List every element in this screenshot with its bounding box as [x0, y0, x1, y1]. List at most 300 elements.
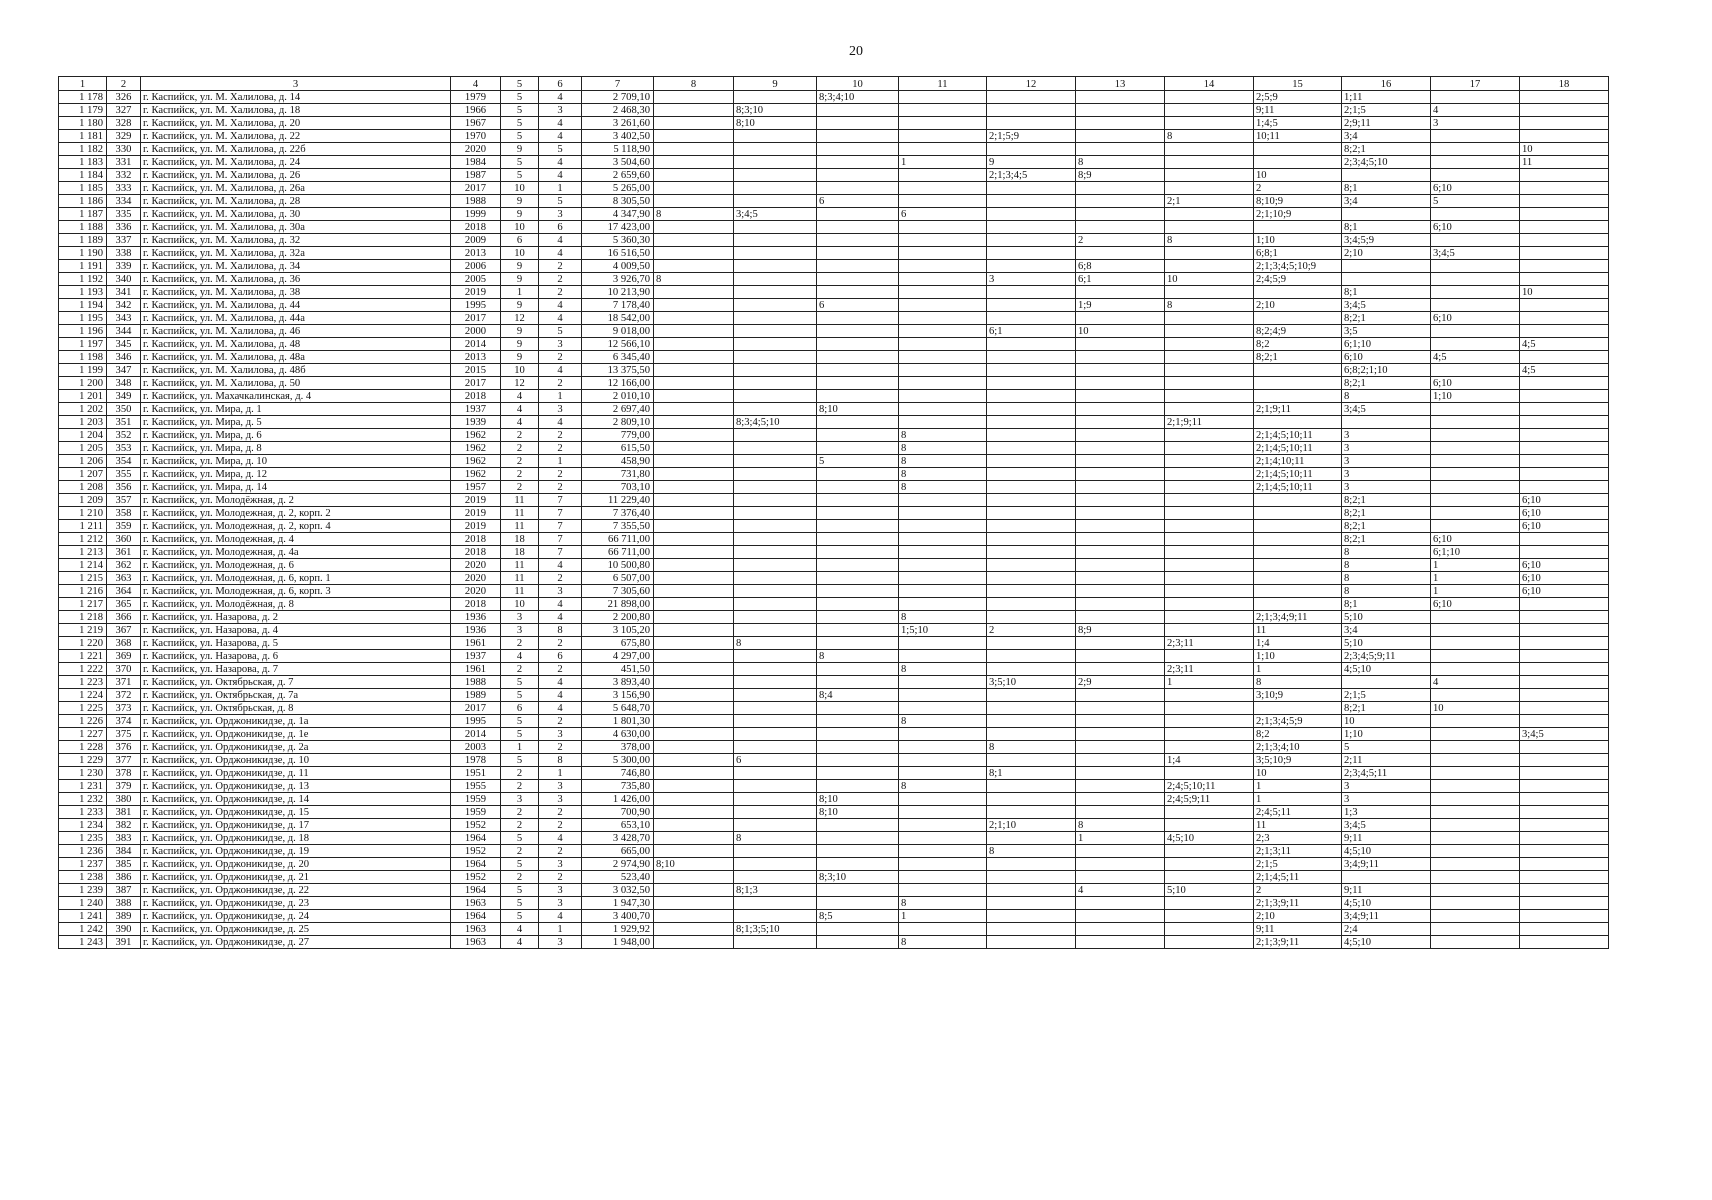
table-cell-col-11 — [899, 585, 987, 598]
table-row — [59, 598, 1609, 611]
table-cell-col-15: 2;10 — [1254, 299, 1342, 312]
table-cell-col-11 — [899, 871, 987, 884]
table-cell-col-3: г. Каспийск, ул. Орджоникидзе, д. 14 — [141, 793, 451, 806]
table-cell-col-1: 1 216 — [59, 585, 107, 598]
table-cell-col-9 — [734, 780, 817, 793]
table-cell-col-10 — [817, 494, 899, 507]
table-cell-col-2: 391 — [107, 936, 141, 949]
table-cell-col-9 — [734, 338, 817, 351]
table-cell-col-2: 357 — [107, 494, 141, 507]
table-cell-col-16: 8;1 — [1342, 182, 1431, 195]
table-cell-col-9 — [734, 650, 817, 663]
table-cell-col-12 — [987, 507, 1076, 520]
table-cell-col-2: 354 — [107, 455, 141, 468]
table-cell-col-5: 2 — [501, 637, 539, 650]
table-cell-col-12 — [987, 403, 1076, 416]
table-row — [59, 286, 1609, 299]
table-cell-col-18 — [1520, 104, 1609, 117]
table-cell-col-6: 2 — [539, 663, 582, 676]
table-cell-col-2: 344 — [107, 325, 141, 338]
table-cell-col-12 — [987, 546, 1076, 559]
table-cell-col-2: 351 — [107, 416, 141, 429]
table-cell-col-15: 9;11 — [1254, 923, 1342, 936]
table-cell-col-2: 345 — [107, 338, 141, 351]
table-cell-col-2: 326 — [107, 91, 141, 104]
table-cell-col-14 — [1165, 923, 1254, 936]
table-cell-col-12 — [987, 884, 1076, 897]
table-cell-col-15: 10;11 — [1254, 130, 1342, 143]
table-cell-col-1: 1 236 — [59, 845, 107, 858]
table-cell-col-9 — [734, 455, 817, 468]
table-cell-col-7: 5 648,70 — [582, 702, 654, 715]
table-cell-col-9: 3;4;5 — [734, 208, 817, 221]
table-cell-col-11: 8 — [899, 442, 987, 455]
table-cell-col-16: 6;8;2;1;10 — [1342, 364, 1431, 377]
table-cell-col-9 — [734, 351, 817, 364]
table-cell-col-10 — [817, 390, 899, 403]
table-cell-col-15 — [1254, 585, 1342, 598]
table-cell-col-18: 11 — [1520, 156, 1609, 169]
table-row — [59, 429, 1609, 442]
table-cell-col-11 — [899, 559, 987, 572]
table-cell-col-10: 8;3;4;10 — [817, 91, 899, 104]
table-cell-col-15: 10 — [1254, 169, 1342, 182]
table-cell-col-3: г. Каспийск, ул. М. Халилова, д. 20 — [141, 117, 451, 130]
table-row — [59, 364, 1609, 377]
table-cell-col-7: 378,00 — [582, 741, 654, 754]
table-cell-col-17 — [1431, 208, 1520, 221]
table-cell-col-12 — [987, 208, 1076, 221]
table-cell-col-16: 2;1;5 — [1342, 104, 1431, 117]
table-cell-col-8 — [654, 663, 734, 676]
table-cell-col-4: 1937 — [451, 403, 501, 416]
table-cell-col-5: 10 — [501, 364, 539, 377]
table-cell-col-5: 11 — [501, 507, 539, 520]
table-cell-col-10 — [817, 234, 899, 247]
table-cell-col-12 — [987, 286, 1076, 299]
table-cell-col-4: 1952 — [451, 819, 501, 832]
table-cell-col-2: 333 — [107, 182, 141, 195]
table-row — [59, 143, 1609, 156]
table-cell-col-15: 9;11 — [1254, 104, 1342, 117]
table-cell-col-14 — [1165, 390, 1254, 403]
table-cell-col-7: 1 947,30 — [582, 897, 654, 910]
table-cell-col-6: 4 — [539, 910, 582, 923]
table-cell-col-10 — [817, 637, 899, 650]
table-cell-col-15 — [1254, 546, 1342, 559]
table-cell-col-13 — [1076, 897, 1165, 910]
table-cell-col-14 — [1165, 91, 1254, 104]
table-cell-col-3: г. Каспийск, ул. Орджоникидзе, д. 17 — [141, 819, 451, 832]
table-cell-col-3: г. Каспийск, ул. Мира, д. 8 — [141, 442, 451, 455]
table-cell-col-14: 10 — [1165, 273, 1254, 286]
table-cell-col-4: 2020 — [451, 559, 501, 572]
table-cell-col-11 — [899, 247, 987, 260]
table-cell-col-6: 3 — [539, 780, 582, 793]
table-cell-col-9: 6 — [734, 754, 817, 767]
table-cell-col-7: 653,10 — [582, 819, 654, 832]
table-cell-col-13 — [1076, 533, 1165, 546]
table-cell-col-17 — [1431, 273, 1520, 286]
table-cell-col-14 — [1165, 403, 1254, 416]
table-cell-col-5: 9 — [501, 338, 539, 351]
table-cell-col-14 — [1165, 819, 1254, 832]
table-cell-col-18: 6;10 — [1520, 520, 1609, 533]
table-cell-col-1: 1 182 — [59, 143, 107, 156]
table-cell-col-8 — [654, 455, 734, 468]
table-row — [59, 715, 1609, 728]
table-cell-col-13 — [1076, 195, 1165, 208]
table-row — [59, 676, 1609, 689]
table-cell-col-10 — [817, 364, 899, 377]
table-cell-col-1: 1 209 — [59, 494, 107, 507]
table-row — [59, 520, 1609, 533]
table-cell-col-6: 2 — [539, 273, 582, 286]
table-cell-col-1: 1 228 — [59, 741, 107, 754]
table-cell-col-18 — [1520, 780, 1609, 793]
table-cell-col-17: 6;10 — [1431, 221, 1520, 234]
table-cell-col-9 — [734, 936, 817, 949]
table-cell-col-10 — [817, 559, 899, 572]
table-cell-col-14 — [1165, 871, 1254, 884]
table-cell-col-16: 1;10 — [1342, 728, 1431, 741]
table-row — [59, 559, 1609, 572]
table-cell-col-5: 11 — [501, 520, 539, 533]
table-row — [59, 260, 1609, 273]
table-cell-col-11 — [899, 130, 987, 143]
column-header-13: 13 — [1076, 77, 1165, 91]
table-cell-col-10 — [817, 936, 899, 949]
table-cell-col-2: 366 — [107, 611, 141, 624]
table-cell-col-6: 2 — [539, 715, 582, 728]
table-cell-col-16: 1;11 — [1342, 91, 1431, 104]
table-cell-col-12: 9 — [987, 156, 1076, 169]
table-cell-col-12 — [987, 143, 1076, 156]
table-cell-col-14 — [1165, 169, 1254, 182]
table-cell-col-15 — [1254, 702, 1342, 715]
table-cell-col-1: 1 217 — [59, 598, 107, 611]
table-cell-col-9 — [734, 728, 817, 741]
table-cell-col-7: 3 926,70 — [582, 273, 654, 286]
table-cell-col-6: 2 — [539, 806, 582, 819]
table-cell-col-11 — [899, 884, 987, 897]
table-cell-col-13 — [1076, 910, 1165, 923]
table-cell-col-18 — [1520, 182, 1609, 195]
column-header-1: 1 — [59, 77, 107, 91]
table-cell-col-5: 2 — [501, 468, 539, 481]
table-cell-col-6: 3 — [539, 897, 582, 910]
table-cell-col-15 — [1254, 312, 1342, 325]
table-cell-col-10 — [817, 819, 899, 832]
table-cell-col-7: 2 974,90 — [582, 858, 654, 871]
table-cell-col-7: 21 898,00 — [582, 598, 654, 611]
table-cell-col-5: 12 — [501, 377, 539, 390]
table-cell-col-5: 9 — [501, 299, 539, 312]
table-cell-col-12 — [987, 754, 1076, 767]
table-cell-col-1: 1 241 — [59, 910, 107, 923]
table-cell-col-11 — [899, 390, 987, 403]
table-cell-col-10 — [817, 858, 899, 871]
table-cell-col-2: 358 — [107, 507, 141, 520]
table-cell-col-15: 2;10 — [1254, 910, 1342, 923]
table-row — [59, 533, 1609, 546]
table-cell-col-17 — [1431, 520, 1520, 533]
table-cell-col-8 — [654, 169, 734, 182]
table-cell-col-14 — [1165, 338, 1254, 351]
table-cell-col-15: 1 — [1254, 663, 1342, 676]
table-cell-col-16: 3;4 — [1342, 130, 1431, 143]
table-cell-col-6: 1 — [539, 767, 582, 780]
table-cell-col-2: 335 — [107, 208, 141, 221]
table-cell-col-6: 3 — [539, 208, 582, 221]
table-cell-col-1: 1 221 — [59, 650, 107, 663]
table-cell-col-7: 3 032,50 — [582, 884, 654, 897]
table-cell-col-8: 8;10 — [654, 858, 734, 871]
table-cell-col-3: г. Каспийск, ул. Молодежная, д. 2, корп. 4 — [141, 520, 451, 533]
table-cell-col-8 — [654, 182, 734, 195]
table-cell-col-12 — [987, 429, 1076, 442]
table-cell-col-17 — [1431, 767, 1520, 780]
table-cell-col-17 — [1431, 819, 1520, 832]
table-cell-col-3: г. Каспийск, ул. М. Халилова, д. 48б — [141, 364, 451, 377]
table-cell-col-3: г. Каспийск, ул. М. Халилова, д. 46 — [141, 325, 451, 338]
table-cell-col-17 — [1431, 403, 1520, 416]
table-cell-col-16: 2;3;4;5;11 — [1342, 767, 1431, 780]
table-cell-col-10 — [817, 702, 899, 715]
table-row — [59, 689, 1609, 702]
table-cell-col-3: г. Каспийск, ул. М. Халилова, д. 48а — [141, 351, 451, 364]
table-cell-col-2: 378 — [107, 767, 141, 780]
table-cell-col-2: 340 — [107, 273, 141, 286]
table-cell-col-10 — [817, 585, 899, 598]
table-cell-col-3: г. Каспийск, ул. Молодёжная, д. 2 — [141, 494, 451, 507]
table-cell-col-3: г. Каспийск, ул. М. Халилова, д. 24 — [141, 156, 451, 169]
table-cell-col-3: г. Каспийск, ул. М. Халилова, д. 48 — [141, 338, 451, 351]
table-cell-col-14 — [1165, 104, 1254, 117]
table-cell-col-7: 6 507,00 — [582, 572, 654, 585]
table-cell-col-7: 675,80 — [582, 637, 654, 650]
table-cell-col-1: 1 187 — [59, 208, 107, 221]
table-cell-col-4: 1962 — [451, 442, 501, 455]
table-cell-col-14 — [1165, 728, 1254, 741]
table-row — [59, 247, 1609, 260]
column-header-3: 3 — [141, 77, 451, 91]
table-cell-col-7: 4 347,90 — [582, 208, 654, 221]
table-cell-col-6: 4 — [539, 364, 582, 377]
table-cell-col-1: 1 192 — [59, 273, 107, 286]
table-cell-col-9 — [734, 182, 817, 195]
table-cell-col-16: 6;1;10 — [1342, 338, 1431, 351]
table-cell-col-5: 2 — [501, 845, 539, 858]
table-cell-col-4: 1957 — [451, 481, 501, 494]
table-cell-col-16: 3;4;9;11 — [1342, 858, 1431, 871]
table-cell-col-13: 8;9 — [1076, 624, 1165, 637]
table-row — [59, 585, 1609, 598]
table-cell-col-14 — [1165, 468, 1254, 481]
table-cell-col-12: 8 — [987, 741, 1076, 754]
table-cell-col-10 — [817, 221, 899, 234]
table-cell-col-17: 5 — [1431, 195, 1520, 208]
table-cell-col-15: 1 — [1254, 793, 1342, 806]
table-cell-col-4: 2020 — [451, 143, 501, 156]
table-cell-col-18 — [1520, 806, 1609, 819]
table-cell-col-12 — [987, 455, 1076, 468]
table-cell-col-7: 3 156,90 — [582, 689, 654, 702]
table-cell-col-6: 4 — [539, 559, 582, 572]
table-cell-col-6: 2 — [539, 481, 582, 494]
table-cell-col-13 — [1076, 143, 1165, 156]
table-cell-col-11 — [899, 364, 987, 377]
table-cell-col-4: 1984 — [451, 156, 501, 169]
table-cell-col-10 — [817, 429, 899, 442]
table-cell-col-14: 2;1;9;11 — [1165, 416, 1254, 429]
table-cell-col-2: 361 — [107, 546, 141, 559]
table-cell-col-3: г. Каспийск, ул. Молодежная, д. 6, корп. 3 — [141, 585, 451, 598]
table-cell-col-17 — [1431, 611, 1520, 624]
table-cell-col-15 — [1254, 520, 1342, 533]
table-cell-col-9 — [734, 273, 817, 286]
table-cell-col-16 — [1342, 871, 1431, 884]
table-cell-col-12 — [987, 117, 1076, 130]
table-cell-col-7: 3 504,60 — [582, 156, 654, 169]
table-cell-col-17 — [1431, 936, 1520, 949]
table-cell-col-15: 1;10 — [1254, 650, 1342, 663]
table-cell-col-17 — [1431, 299, 1520, 312]
table-cell-col-10 — [817, 156, 899, 169]
table-row — [59, 468, 1609, 481]
table-cell-col-12 — [987, 377, 1076, 390]
table-cell-col-9 — [734, 598, 817, 611]
table-cell-col-17: 1 — [1431, 585, 1520, 598]
table-cell-col-2: 328 — [107, 117, 141, 130]
table-cell-col-9 — [734, 260, 817, 273]
table-cell-col-15: 2;1;3;4;5;10;9 — [1254, 260, 1342, 273]
table-cell-col-5: 5 — [501, 715, 539, 728]
table-cell-col-14 — [1165, 286, 1254, 299]
table-row — [59, 897, 1609, 910]
table-cell-col-15: 2;1;3;4;9;11 — [1254, 611, 1342, 624]
table-cell-col-3: г. Каспийск, ул. Назарова, д. 7 — [141, 663, 451, 676]
table-cell-col-10 — [817, 117, 899, 130]
table-cell-col-18: 3;4;5 — [1520, 728, 1609, 741]
table-cell-col-11 — [899, 299, 987, 312]
table-cell-col-8 — [654, 312, 734, 325]
table-cell-col-1: 1 232 — [59, 793, 107, 806]
table-cell-col-12 — [987, 572, 1076, 585]
table-cell-col-12 — [987, 91, 1076, 104]
table-cell-col-18 — [1520, 221, 1609, 234]
table-cell-col-2: 372 — [107, 689, 141, 702]
table-cell-col-10 — [817, 312, 899, 325]
table-cell-col-16: 9;11 — [1342, 832, 1431, 845]
table-cell-col-4: 1962 — [451, 429, 501, 442]
table-row — [59, 494, 1609, 507]
table-cell-col-17 — [1431, 442, 1520, 455]
table-cell-col-16 — [1342, 208, 1431, 221]
table-cell-col-5: 1 — [501, 741, 539, 754]
table-cell-col-2: 352 — [107, 429, 141, 442]
table-cell-col-13 — [1076, 286, 1165, 299]
table-cell-col-17 — [1431, 286, 1520, 299]
table-cell-col-1: 1 222 — [59, 663, 107, 676]
table-row — [59, 195, 1609, 208]
table-cell-col-11 — [899, 637, 987, 650]
table-cell-col-9: 8;3;10 — [734, 104, 817, 117]
table-cell-col-6: 1 — [539, 182, 582, 195]
table-cell-col-9 — [734, 143, 817, 156]
table-cell-col-17: 3 — [1431, 117, 1520, 130]
table-cell-col-17 — [1431, 897, 1520, 910]
table-cell-col-2: 356 — [107, 481, 141, 494]
table-cell-col-11 — [899, 533, 987, 546]
table-cell-col-17: 6;10 — [1431, 377, 1520, 390]
column-header-8: 8 — [654, 77, 734, 91]
table-cell-col-16: 1;3 — [1342, 806, 1431, 819]
table-cell-col-4: 1955 — [451, 780, 501, 793]
table-cell-col-9 — [734, 91, 817, 104]
table-cell-col-7: 3 261,60 — [582, 117, 654, 130]
table-row — [59, 546, 1609, 559]
table-cell-col-2: 364 — [107, 585, 141, 598]
table-cell-col-18 — [1520, 234, 1609, 247]
table-cell-col-11: 8 — [899, 663, 987, 676]
table-cell-col-13 — [1076, 364, 1165, 377]
table-cell-col-13 — [1076, 442, 1165, 455]
table-cell-col-2: 362 — [107, 559, 141, 572]
table-cell-col-7: 731,80 — [582, 468, 654, 481]
table-cell-col-9: 8;10 — [734, 117, 817, 130]
table-cell-col-6: 4 — [539, 117, 582, 130]
table-cell-col-9 — [734, 676, 817, 689]
table-cell-col-10: 8;10 — [817, 793, 899, 806]
table-cell-col-11 — [899, 858, 987, 871]
column-header-12: 12 — [987, 77, 1076, 91]
table-cell-col-16 — [1342, 676, 1431, 689]
table-cell-col-4: 1961 — [451, 637, 501, 650]
table-cell-col-2: 379 — [107, 780, 141, 793]
table-cell-col-8 — [654, 754, 734, 767]
table-cell-col-4: 1987 — [451, 169, 501, 182]
column-header-6: 6 — [539, 77, 582, 91]
table-cell-col-3: г. Каспийск, ул. М. Халилова, д. 32а — [141, 247, 451, 260]
table-cell-col-6: 7 — [539, 507, 582, 520]
table-cell-col-15: 2;4;5;9 — [1254, 273, 1342, 286]
table-cell-col-7: 17 423,00 — [582, 221, 654, 234]
table-cell-col-11: 8 — [899, 481, 987, 494]
table-cell-col-4: 2017 — [451, 377, 501, 390]
table-cell-col-3: г. Каспийск, ул. Орджоникидзе, д. 20 — [141, 858, 451, 871]
table-cell-col-8 — [654, 793, 734, 806]
table-cell-col-16: 8 — [1342, 546, 1431, 559]
table-cell-col-2: 389 — [107, 910, 141, 923]
table-row — [59, 624, 1609, 637]
table-cell-col-9 — [734, 377, 817, 390]
table-cell-col-1: 1 181 — [59, 130, 107, 143]
table-cell-col-16: 8;2;1 — [1342, 507, 1431, 520]
table-cell-col-8 — [654, 715, 734, 728]
table-cell-col-3: г. Каспийск, ул. Мира, д. 10 — [141, 455, 451, 468]
table-cell-col-18 — [1520, 650, 1609, 663]
table-cell-col-12 — [987, 390, 1076, 403]
column-header-10: 10 — [817, 77, 899, 91]
table-cell-col-14 — [1165, 533, 1254, 546]
table-cell-col-13 — [1076, 741, 1165, 754]
table-cell-col-8 — [654, 728, 734, 741]
table-cell-col-6: 2 — [539, 377, 582, 390]
table-cell-col-4: 1964 — [451, 910, 501, 923]
table-cell-col-4: 2019 — [451, 520, 501, 533]
table-cell-col-17 — [1431, 260, 1520, 273]
